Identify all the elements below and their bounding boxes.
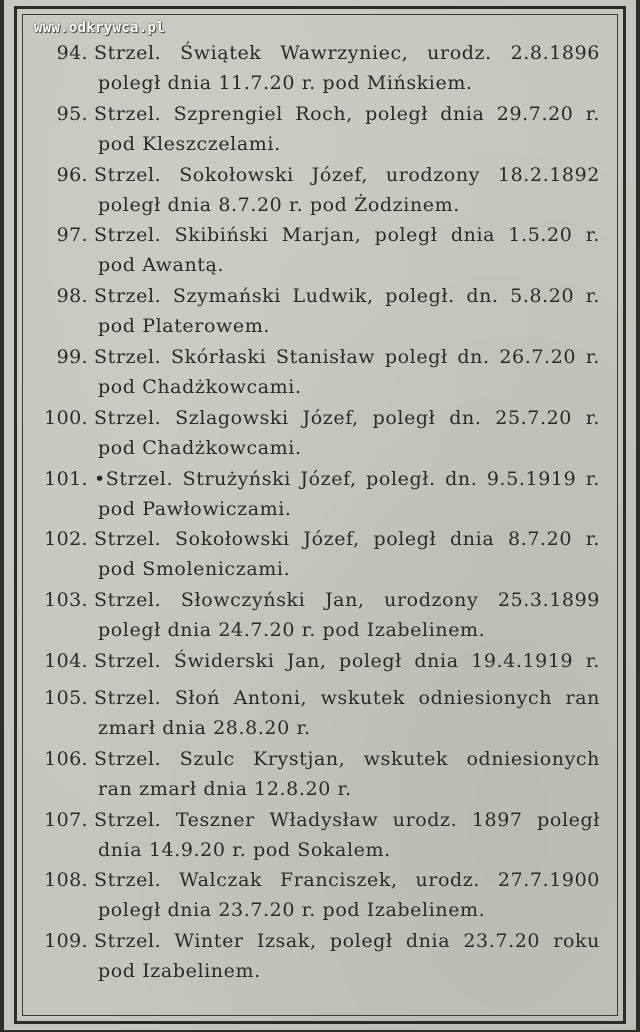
entry-line-2: pod Izabelinem. [98,960,261,983]
list-item [4,928,636,989]
entry-line-2: poległ dnia 23.7.20 r. pod Izabelinem. [98,899,486,922]
entry-line-1: Strzel. Sokołowski Józef, poległ dnia 8.7.20 r. [94,528,600,551]
entry-line-1: •Strzel. Strużyński Józef, poległ. dn. 9.5.1919 r. [94,467,600,490]
list-item [4,283,636,344]
list-item [4,807,636,868]
list-item [4,648,636,685]
entry-number: 102. [44,528,88,551]
list-item [4,685,636,746]
entry-number: 103. [44,589,88,612]
entry-number: 106. [44,747,88,770]
entry-line-1: Strzel. Słoń Antoni, wskutek odniesionych ran [94,686,600,709]
entry-line-1: Strzel. Szlagowski Józef, poległ dn. 25.7.20 r. [94,406,600,429]
entry-line-2: pod Smoleniczami. [98,558,291,581]
entry-line-2: dnia 14.9.20 r. pod Sokalem. [98,838,391,861]
watermark-text: www.odkrywca.pl [34,20,165,36]
list-item [4,466,636,527]
entry-number: 104. [44,649,88,672]
entry-line-1: Strzel. Skórłaski Stanisław poległ dn. 26.7.20 r. [94,345,600,368]
entry-number: 107. [44,808,88,831]
casualty-list [4,40,636,989]
list-item [4,101,636,162]
entry-line-2: pod Awantą. [98,254,225,277]
entry-number: 98. [56,285,88,308]
list-item [4,867,636,928]
entry-number: 105. [44,686,88,709]
entry-line-2: zmarł dnia 28.8.20 r. [98,716,311,739]
list-item [4,405,636,466]
list-item [4,222,636,283]
list-item [4,746,636,807]
entry-line-1: Strzel. Winter Izsak, poległ dnia 23.7.20 roku [94,930,600,953]
entry-number: 109. [44,930,88,953]
list-item [4,526,636,587]
entry-line-2: ran zmarł dnia 12.8.20 r. [98,777,352,800]
entry-line-1: Strzel. Szymański Ludwik, poległ. dn. 5.8.20 r. [94,285,600,308]
entry-line-1: Strzel. Szprengiel Roch, poległ dnia 29.7.20 r. [94,102,600,125]
entry-number: 99. [56,345,88,368]
entry-line-1: Strzel. Skibiński Marjan, poległ dnia 1.5.20 r. [94,224,600,247]
entry-number: 95. [56,102,88,125]
entry-line-1: Strzel. Szulc Krystjan, wskutek odniesionych [94,747,600,770]
list-item [4,162,636,223]
document-page [4,0,636,1030]
entry-number: 100. [44,406,88,429]
entry-number: 108. [44,869,88,892]
entry-line-2: pod Chadżkowcami. [98,436,302,459]
entry-line-1: Strzel. Świderski Jan, poległ dnia 19.4.1919 r. [94,649,600,672]
entry-number: 94. [56,42,88,64]
entry-line-2: pod Platerowem. [98,315,270,338]
entry-line-1: Strzel. Teszner Władysław urodz. 1897 poległ [94,808,600,831]
entry-line-2: poległ dnia 11.7.20 r. pod Mińskiem. [98,72,473,94]
entry-line-2: poległ dnia 8.7.20 r. pod Żodzinem. [98,193,460,216]
entry-number: 96. [56,163,88,186]
entry-line-2: pod Kleszczelami. [98,132,281,155]
entry-line-1: Strzel. Sokołowski Józef, urodzony 18.2.1892 [94,163,600,186]
list-item [4,344,636,405]
list-item [4,587,636,648]
entry-line-2: pod Chadżkowcami. [98,375,302,398]
entry-line-2: pod Pawłowiczami. [98,497,292,520]
entry-line-2: poległ dnia 24.7.20 r. pod Izabelinem. [98,619,486,642]
entry-number: 101. [44,467,88,490]
list-item [4,40,636,101]
entry-line-1: Strzel. Walczak Franciszek, urodz. 27.7.1900 [94,869,600,892]
entry-number: 97. [56,224,88,247]
entry-line-1: Strzel. Świątek Wawrzyniec, urodz. 2.8.1896 [94,42,600,64]
entry-line-1: Strzel. Słowczyński Jan, urodzony 25.3.1899 [94,589,600,612]
